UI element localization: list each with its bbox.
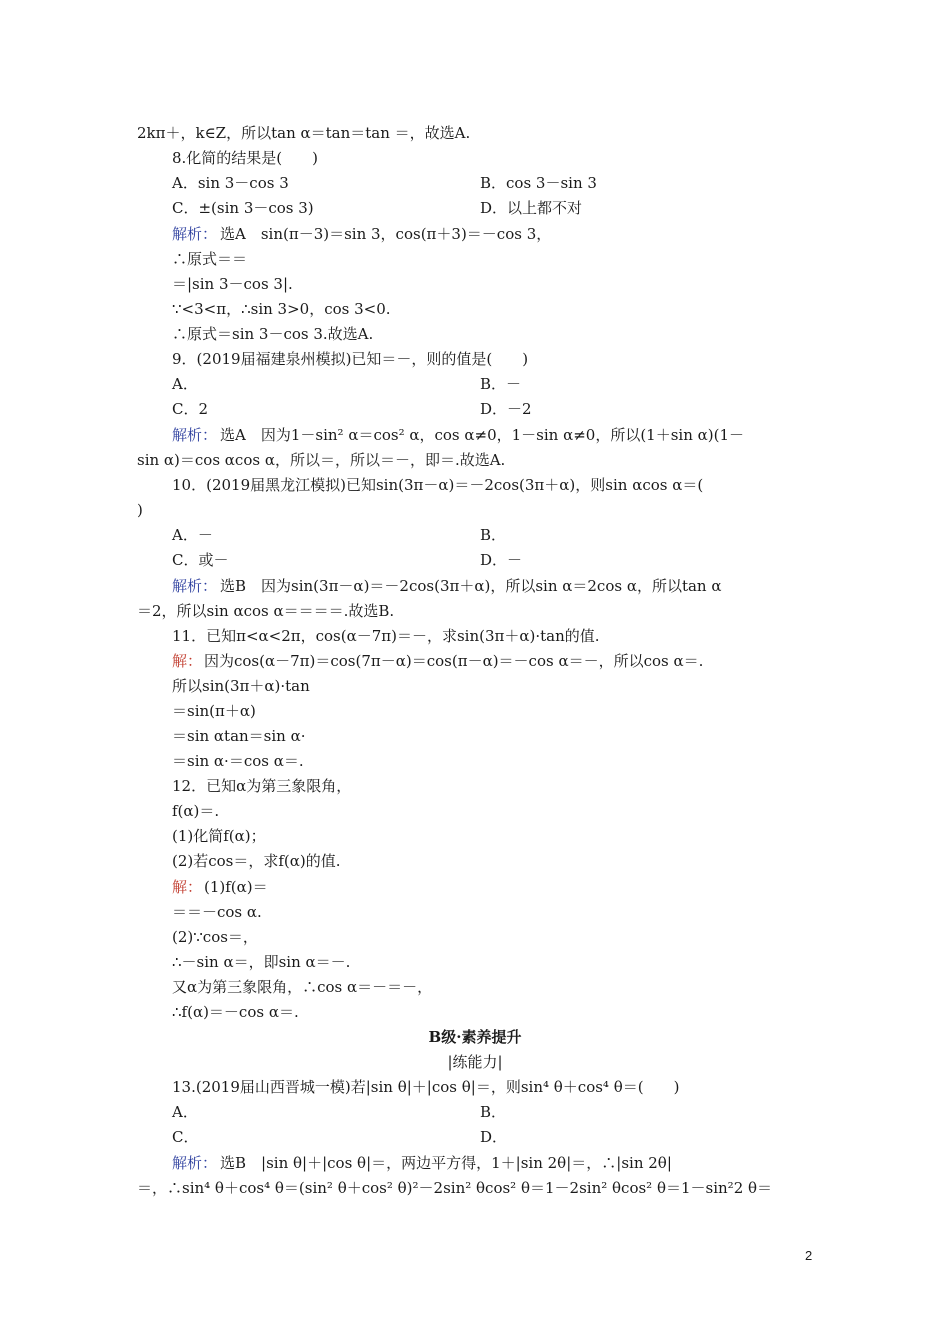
text-line: ＝，∴sin⁴ θ＋cos⁴ θ＝(sin² θ＋cos² θ)²－2sin² θcos² θ＝1－2sin² θcos² θ＝1－sin²2 θ＝	[137, 1179, 773, 1197]
text-line: ＝sin α·＝cos α＝.	[172, 752, 304, 770]
text-line: ∴f(α)＝－cos α＝.	[172, 1003, 299, 1021]
solution-text: (1)f(α)＝	[204, 878, 268, 896]
solution-label: 解：	[172, 652, 203, 670]
analysis-text: 选A sin(π－3)＝sin 3，cos(π＋3)＝－cos 3，	[220, 225, 552, 243]
question-13: 13.(2019届山西晋城一模)若|sin θ|＋|cos θ|＝，则sin⁴ θ＋cos⁴ θ＝( )	[172, 1078, 680, 1096]
text-line: ∵<3<π，∴sin 3>0，cos 3<0.	[172, 300, 391, 318]
text-line: )	[137, 501, 143, 519]
question-12: 12．已知α为第三象限角，	[172, 777, 352, 795]
option-d: D．－	[480, 551, 523, 569]
analysis-label: 解析：	[172, 225, 218, 243]
question-10: 10．(2019届黑龙江模拟)已知sin(3π－α)＝－2cos(3π＋α)，则sin αcos α＝(	[172, 476, 704, 494]
text-line: ＝|sin 3－cos 3|.	[172, 275, 293, 293]
option-c: C．	[172, 1128, 199, 1146]
option-b: B．	[480, 526, 507, 544]
analysis-text: 选B |sin θ|＋|cos θ|＝，两边平方得，1＋|sin 2θ|＝，∴|sin 2θ|	[220, 1154, 672, 1172]
text-line: ＝sin(π＋α)	[172, 702, 256, 720]
text-line: ＝sin αtan＝sin α·	[172, 727, 306, 745]
option-d: D．	[480, 1128, 508, 1146]
text-line: ∴－sin α＝，即sin α＝－.	[172, 953, 351, 971]
option-c: C．2	[172, 400, 209, 418]
page-number: 2	[805, 1248, 813, 1263]
solution-label: 解：	[172, 878, 203, 896]
question-9: 9．(2019届福建泉州模拟)已知＝－，则的值是( )	[172, 350, 529, 368]
option-a: A．sin 3－cos 3	[172, 174, 289, 192]
text-line: sin α)＝cos αcos α，所以＝，所以＝－，即＝.故选A.	[137, 451, 506, 469]
text-line: ＝＝－cos α.	[172, 903, 262, 921]
question-11: 11．已知π<α<2π，cos(α－7π)＝－，求sin(3π＋α)·tan的值.	[172, 627, 600, 645]
text-line: ＝2，所以sin αcos α＝＝＝＝.故选B.	[137, 602, 395, 620]
option-c: C．或－	[172, 551, 229, 569]
text-line: 2kπ＋，k∈Z，所以tan α＝tan＝tan ＝，故选A.	[137, 124, 471, 142]
option-b: B．cos 3－sin 3	[480, 174, 597, 192]
text-line: (1)化简f(α)；	[172, 827, 266, 845]
text-line: ∴原式＝sin 3－cos 3.故选A.	[172, 325, 374, 343]
subsection-heading: |练能力|	[447, 1053, 503, 1071]
question-8: 8.化简的结果是( )	[172, 149, 319, 167]
option-b: B．	[480, 1103, 507, 1121]
solution-text: 因为cos(α－7π)＝cos(7π－α)＝cos(π－α)＝－cos α＝－，所以cos α＝.	[204, 652, 704, 670]
option-d: D．－2	[480, 400, 532, 418]
analysis-label: 解析：	[172, 577, 218, 595]
section-heading: B级·素养提升	[428, 1028, 522, 1046]
text-line: 所以sin(3π＋α)·tan	[172, 677, 310, 695]
option-d: D．以上都不对	[480, 199, 583, 217]
option-b: B．－	[480, 375, 522, 393]
text-line: f(α)＝.	[172, 802, 220, 820]
option-a: A．	[172, 375, 198, 393]
analysis-text: 选A 因为1－sin² α＝cos² α，cos α≠0，1－sin α≠0，所以(1＋sin α)(1－	[220, 426, 745, 444]
text-line: ∴原式＝＝	[172, 250, 248, 268]
text-line: (2)若cos＝，求f(α)的值.	[172, 852, 341, 870]
analysis-label: 解析：	[172, 1154, 218, 1172]
text-line: (2)∵cos＝，	[172, 928, 258, 946]
analysis-label: 解析：	[172, 426, 218, 444]
option-a: A．－	[172, 526, 213, 544]
text-line: 又α为第三象限角，∴cos α＝－＝－，	[172, 978, 433, 996]
option-c: C．±(sin 3－cos 3)	[172, 199, 314, 217]
analysis-text: 选B 因为sin(3π－α)＝－2cos(3π＋α)，所以sin α＝2cos α，所以tan α	[220, 577, 722, 595]
option-a: A．	[172, 1103, 198, 1121]
